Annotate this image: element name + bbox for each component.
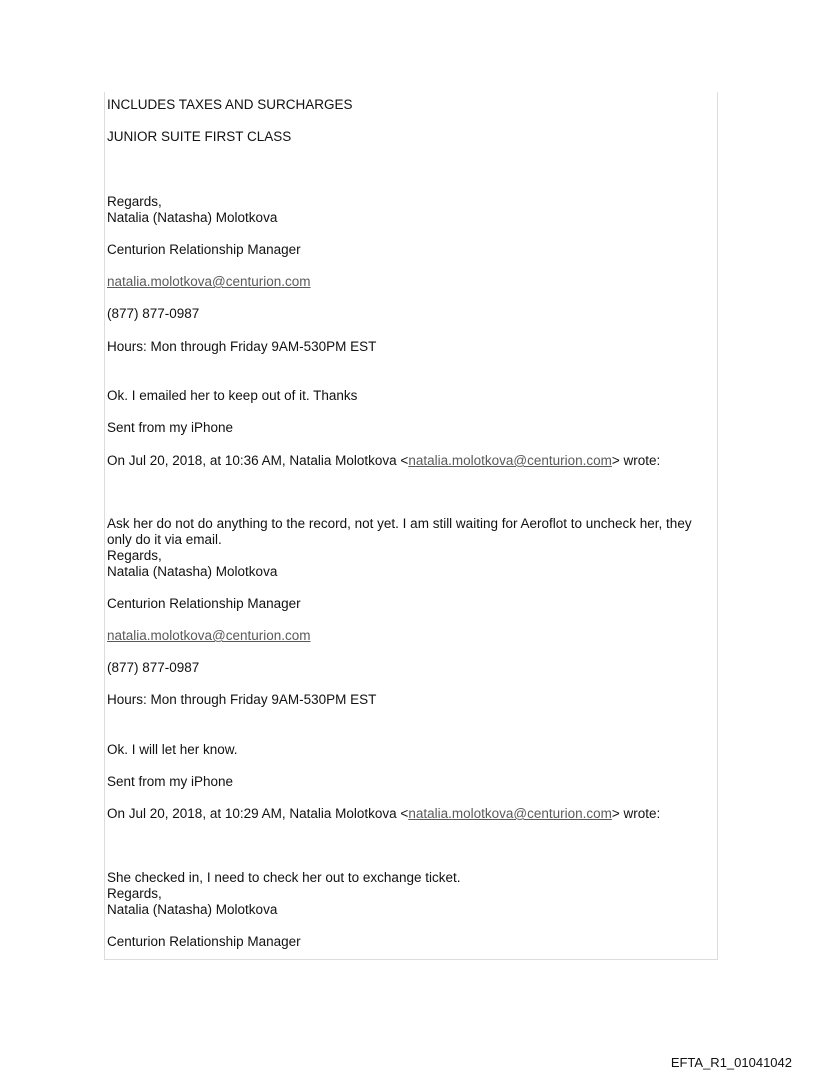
reply-1-quote-suffix: > wrote: [611, 453, 661, 468]
reply-2-quote-header [107, 806, 660, 822]
reply-2-quote-prefix: On Jul 20, 2018, at 10:29 AM, Natalia Molotkova < [107, 806, 409, 821]
signature-1-title: Centurion Relationship Manager [107, 242, 301, 257]
signature-1-name: Natalia (Natasha) Molotkova [107, 210, 278, 225]
message-3-body: She checked in, I need to check her out to exchange ticket. [107, 870, 461, 885]
message-3-regards: Regards, [107, 886, 162, 901]
message-2-regards: Regards, [107, 548, 162, 563]
class-line: JUNIOR SUITE FIRST CLASS [107, 129, 292, 144]
reply-1-body: Ok. I emailed her to keep out of it. Thanks [107, 388, 358, 403]
reply-2-body: Ok. I will let her know. [107, 742, 238, 757]
taxes-line: INCLUDES TAXES AND SURCHARGES [107, 97, 353, 112]
signature-1-hours: Hours: Mon through Friday 9AM-530PM EST [107, 339, 377, 354]
message-2-hours: Hours: Mon through Friday 9AM-530PM EST [107, 692, 377, 707]
message-3-title: Centurion Relationship Manager [107, 934, 301, 949]
message-3-name: Natalia (Natasha) Molotkova [107, 902, 278, 917]
signature-1-phone: (877) 877-0987 [107, 306, 200, 321]
message-2-phone: (877) 877-0987 [107, 660, 200, 675]
reply-2-sent-from: Sent from my iPhone [107, 774, 234, 789]
message-2-email-line [107, 628, 311, 644]
signature-1-regards: Regards, [107, 194, 162, 209]
signature-1-email-line [107, 274, 311, 290]
reply-1-quote-prefix: On Jul 20, 2018, at 10:36 AM, Natalia Molotkova < [107, 453, 409, 468]
reply-1-quote-email-link[interactable]: natalia.molotkova@centurion.com [408, 453, 612, 468]
message-2-email-link[interactable]: natalia.molotkova@centurion.com [107, 628, 311, 643]
message-2-body: Ask her do not do anything to the record, not yet. I am still waiting for Aeroflot to uncheck her, they only do it via email. [107, 516, 692, 547]
reply-1-quote-header [107, 453, 660, 469]
reply-2-quote-suffix: > wrote: [611, 806, 661, 821]
reply-1-sent-from: Sent from my iPhone [107, 420, 234, 435]
reply-2-quote-email-link[interactable]: natalia.molotkova@centurion.com [408, 806, 612, 821]
message-2-title: Centurion Relationship Manager [107, 596, 301, 611]
message-2-name: Natalia (Natasha) Molotkova [107, 564, 278, 579]
signature-1-email-link[interactable]: natalia.molotkova@centurion.com [107, 274, 311, 289]
document-id: EFTA_R1_01041042 [670, 1055, 792, 1070]
